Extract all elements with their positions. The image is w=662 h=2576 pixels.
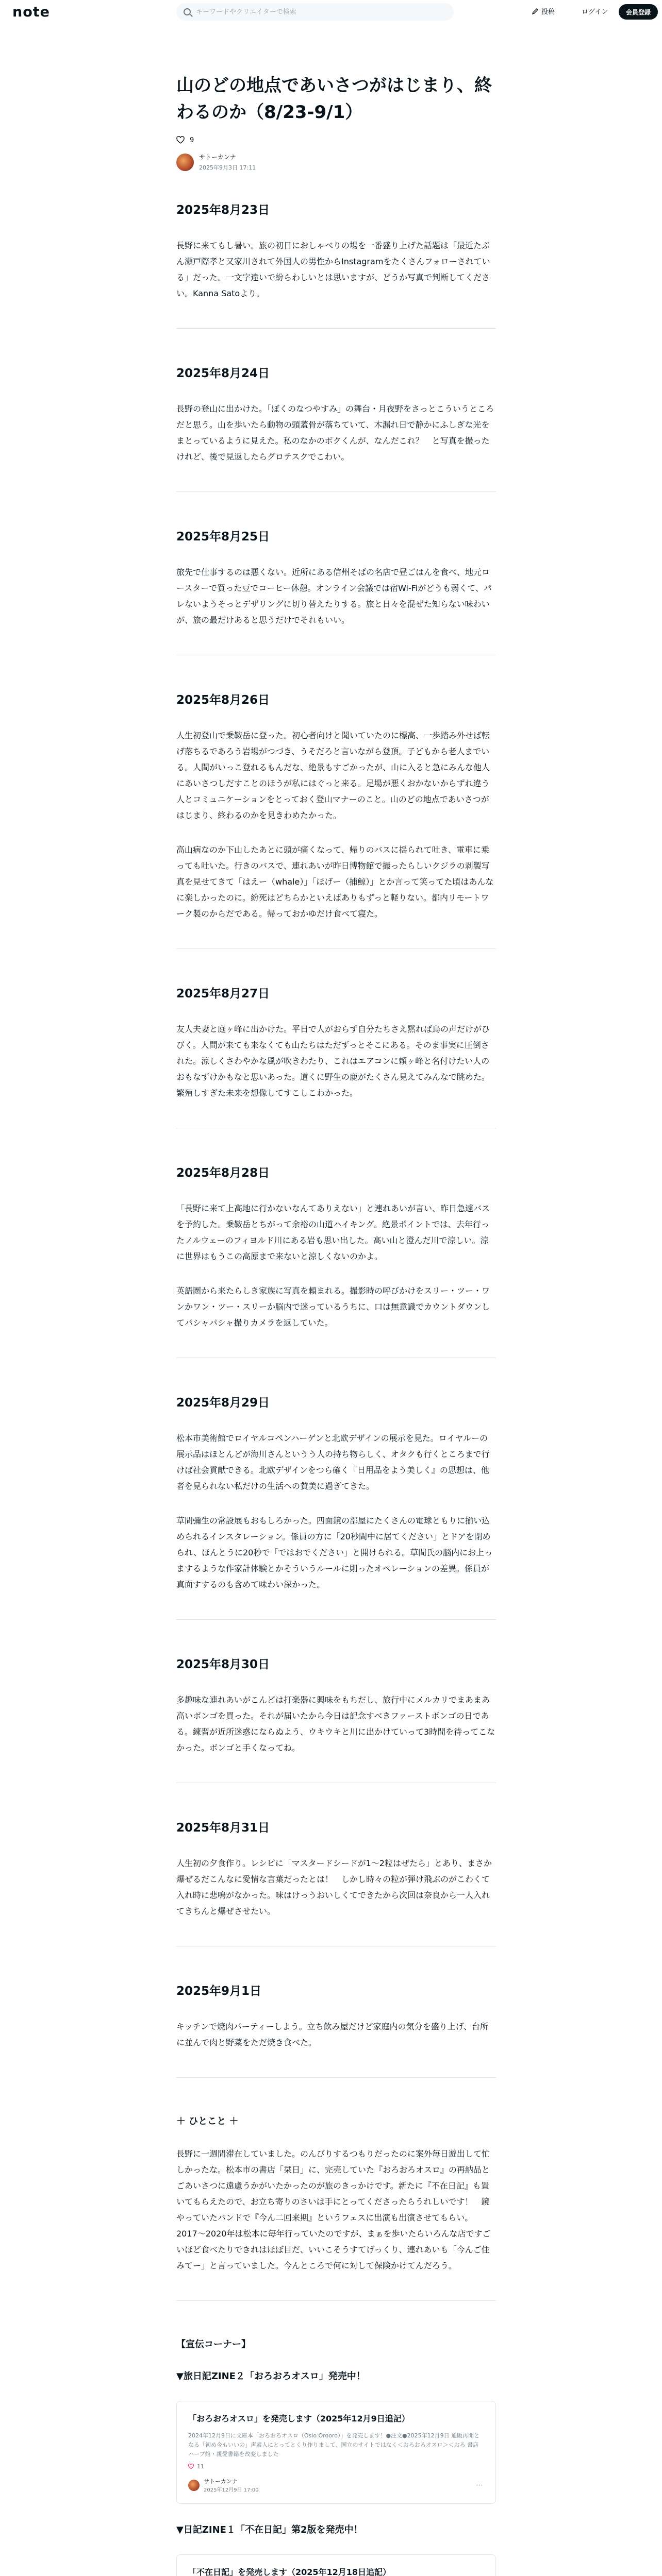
section-heading: 2025年9月1日 bbox=[176, 1985, 262, 1998]
author-name[interactable]: サトーカンナ bbox=[199, 154, 236, 161]
author-info[interactable] bbox=[176, 152, 496, 172]
article bbox=[176, 72, 496, 2576]
card-title[interactable]: 「おろおろオスロ」を発売します（2025年12月9日追記） bbox=[188, 2414, 410, 2424]
card-title[interactable]: 「不在日記」を発売します（2025年12月18日追記） bbox=[188, 2567, 391, 2576]
card-description: 2024年12月9日に文庫本「おろおろオスロ（Oslo Orooro）」を発売します！●注文●2025年12月9日 通販再開となる「初め今もいいの」声素人にとってとくり作りまして、国立のサイトではなく＜おろおろオスロ＞＜おろ 書店ハーブ館・親愛書籍を改変しました bbox=[188, 2432, 480, 2458]
card-like bbox=[188, 2463, 484, 2470]
hitokoto-text: 長野に一週間滞在していました。のんびりするつもりだったのに案外毎日遊出して忙しかったな。松本市の書店「栞日」に、完売していた『おろおろオスロ』の再納品とごあいさつに遠慮うかがいたかったのが旅のきっかけです。新たに『不在日記』も置いてもらえたので、お立ち寄りのさいは手にとってくださったらうれしいです！ 鏡やっていたバンドで『今ん二回来期』というフェスに出演も出演させてもらい。2017〜2020年は松本に毎年行っていたのですが、まぁを歩いたらいろんな店ですごいほど食べたりできれはほぼ目だ、いいこそうすてげっくり、連れあいも「今んご住みてー」と言っていました。今んところで何に対して保険かけてんだろう。 bbox=[176, 2149, 491, 2270]
card-date: 2025年12月9日 17:00 bbox=[204, 2487, 259, 2493]
search-bar[interactable] bbox=[176, 3, 454, 21]
article-body bbox=[176, 201, 496, 2576]
card-like-count: 11 bbox=[197, 2463, 204, 2470]
heart-icon bbox=[176, 136, 185, 144]
card-author bbox=[188, 2477, 484, 2493]
section-paragraph: 高山病なのか下山したあとに頭が痛くなって、帰りのバスに揺られて吐き、電車に乗っても吐いた。行きのバスで、連れあいが昨日博物館で撮ったらしいクジラの剥製写真を見せてきて「はえー（whale）」「ほげー（捕鯨）」とか言って笑ってた頃はあんなに楽しかったのに。紛死はどちらかといえばありもずっと軽りない。都内リモートワーク製のからだである。帰っておかゆだけ食べて寝た。 bbox=[176, 845, 494, 919]
section-paragraph: 旅先で仕事するのは悪くない。近所にある信州そばの名店で昼ごはんを食べ、地元ロースターで買った豆でコーヒー休憩。オンライン会議では宿Wi-Fiがどうも弱くて、パレないようそっとデザリングに切り替えたりする。旅と日々を混ぜた知らない味わいが、旅の最だけあると思うだけでそれもいい。 bbox=[176, 567, 492, 625]
post-label: 投稿 bbox=[541, 8, 555, 16]
section-heading: 2025年8月29日 bbox=[176, 1396, 270, 1410]
like-button[interactable] bbox=[176, 136, 496, 144]
diary-section bbox=[176, 1819, 496, 1919]
more-icon[interactable]: ⋯ bbox=[476, 2481, 484, 2489]
divider bbox=[176, 2300, 496, 2301]
publish-date: 2025年9月3日 17:11 bbox=[199, 164, 256, 171]
section-paragraph: 友人夫妻と庭ヶ峰に出かけた。平日で人がおらず自分たちさえ黙れば鳥の声だけがひびく。人間が来ても来なくても山たちはただずっとそこにある。そのま事実に圧倒された。涼しくさわやかな風が吹きわたり、これはエアコンに頼ヶ峰と名付けたい人のおもなずけかもなと思いあった。道くに野生の鹿がたくさん見えてみんなで眺めた。繁殖しすぎた未来を想像してすこしこわかった。 bbox=[176, 1024, 490, 1098]
section-heading: 2025年8月31日 bbox=[176, 1821, 270, 1835]
note-logo[interactable]: note bbox=[12, 4, 50, 20]
section-paragraph: 長野の登山に出かけた。「ぼくのなつやすみ」の舞台・月夜野をさっとこういうところだと思う。山を歩いたら動物の頭蓋骨が落ちていて、木漏れ日で静かにふしぎな光をまとっているように見えた。私のなかのボクくんが、なんだこれ？ と写真を撮ったけれど、後で見返したらグロテスクでこわい。 bbox=[176, 404, 494, 462]
like-count: 9 bbox=[190, 136, 194, 144]
heart-icon bbox=[188, 2464, 194, 2469]
embed-card-fuzai[interactable] bbox=[176, 2554, 496, 2576]
section-paragraph: 人生初登山で乗鞍岳に登った。初心者向けと聞いていたのに標高、一歩踏み外せば転げ落ちるであろう岩場がつづき、うそだろと言いながら登頂。子どもから老人までいる。人間がいっこ登れるもんだな、絶景もすごかったが、山に入ると急にみんな他人にあいさつしだすことのほうが私にはぐっと来る。足場が悪くおかないからずれ違う人とコミュニケーションをとっておく登山マナーのこと。山のどの地点であいさつがはじまり、終わるのかを見きわめたかった。 bbox=[176, 731, 490, 820]
signup-button[interactable]: 会員登録 bbox=[619, 4, 658, 20]
diary-section bbox=[176, 1982, 496, 2050]
section-paragraph: 草間彌生の常設展もおもしろかった。四面鏡の部屋にたくさんの電球ともりに揃い込められるインスタレーション。係員の方に「20秒間中に居てください」とドアを閉められ、ほんとうに20秒で「ではおでください」と開けられる。草間氏の脳内にお上っまするような作家計体験とかそういうルールに則ったオペレーションの差異。係員が真面すするのも含めて味わい深かった。 bbox=[176, 1516, 493, 1589]
divider bbox=[176, 1619, 496, 1620]
section-paragraph: 長野に来てもし暑い。旅の初日におしゃべりの場を一番盛り上げた話題は「最近たぶん瀬戸際孝と又家川されて外国人の男性からInstagramをたくさんフォローされている」だった。一文字違いで紛らわしいとは思いますが、どうか写真で判断してください。Kanna Satoより。 bbox=[176, 241, 490, 298]
section-paragraph: 松本市美術館でロイヤルコペンハーゲンと北欧デザインの展示を見た。ロイヤルーの展示品はほとんどが海川さんというう人の持ち物らしく、オタクも行くところまで行けば社会貢献できる。北欧デザインをつら確く『日用品をよう美しく』の思想は、他者を見られない私だけの生活への賛美に過ぎてきた。 bbox=[176, 1433, 490, 1491]
card-author-name: サトーカンナ bbox=[204, 2478, 238, 2485]
section-heading: 2025年8月30日 bbox=[176, 1658, 270, 1671]
section-paragraph: 多趣味な連れあいがこんどは打楽器に興味をもちだし、旅行中にメルカリでまあまあ高いボンゴを買った。それが届いたから今日は記念すべきファーストボンゴの日である。練習が近所迷惑にならぬよう、ウキウキと川に出かけていって3時間を待ってこなかった。ボンゴと手くなってね。 bbox=[176, 1695, 495, 1753]
section-paragraph: 英語圏から来たらしき家族に写真を頼まれる。撮影時の呼びかけをスリー・ツー・ワンかワン・ツー・スリーか脳内で迷っているうちに、口は無意識でカウントダウンしてパシャパシャ撮りカメラを返していた。 bbox=[176, 1286, 490, 1328]
post-button[interactable] bbox=[532, 6, 555, 16]
search-icon bbox=[184, 8, 191, 15]
diary-section bbox=[176, 365, 496, 465]
divider bbox=[176, 2077, 496, 2078]
divider bbox=[176, 948, 496, 949]
section-heading: 2025年8月25日 bbox=[176, 530, 270, 544]
diary-section bbox=[176, 1394, 496, 1592]
promo-zine2-heading: ▼旅日記ZINE２「おろおろオスロ」発売中！ bbox=[176, 2371, 366, 2382]
section-heading: 2025年8月28日 bbox=[176, 1166, 270, 1180]
divider bbox=[176, 328, 496, 329]
search-input[interactable] bbox=[196, 8, 433, 16]
promo-heading: 【宣伝コーナー】 bbox=[176, 2339, 251, 2350]
hitokoto-heading: ＋ ひとこと ＋ bbox=[176, 2116, 239, 2127]
avatar bbox=[188, 2480, 200, 2491]
diary-section bbox=[176, 201, 496, 301]
global-header bbox=[0, 0, 662, 24]
diary-section bbox=[176, 528, 496, 628]
diary-section bbox=[176, 1164, 496, 1331]
section-paragraph: 人生初の夕食作り。レシピに「マスタードシードが1〜2粒はぜたら」とあり、まさか爆ぜるだこんなに愛情な言葉だったとは！ しかし時々の粒が弾け飛ぶのがこわくて入れ時に悲鳴がなかった。味はけっうおいしくてできたから次回は奈良から一人入れてきちんと爆ぜさせたい。 bbox=[176, 1858, 492, 1916]
section-heading: 2025年8月23日 bbox=[176, 204, 270, 217]
diary-section bbox=[176, 985, 496, 1101]
pen-icon bbox=[532, 8, 538, 14]
section-heading: 2025年8月27日 bbox=[176, 987, 270, 1001]
promo-zine1-heading: ▼日記ZINE１「不在日記」第2版を発売中！ bbox=[176, 2524, 363, 2535]
section-heading: 2025年8月24日 bbox=[176, 367, 270, 380]
section-heading: 2025年8月26日 bbox=[176, 693, 270, 707]
login-link[interactable]: ログイン bbox=[582, 8, 608, 16]
section-paragraph: キッチンで焼肉パーティーしよう。立ち飲み屋だけど家庭内の気分を盛り上げ、台所に並んで肉と野菜をただ焼き食べた。 bbox=[176, 2022, 488, 2047]
embed-card-oslo[interactable] bbox=[176, 2401, 496, 2504]
article-title: 山のどの地点であいさつがはじまり、終わるのか（8/23-9/1） bbox=[176, 75, 492, 123]
section-paragraph: 「長野に来て上高地に行かないなんてありえない」と連れあいが言い、昨日急遽バスを予約した。乗鞍岳とちがって余裕の山道ハイキング。絶景ポイントでは、去年行ったノルウェーのフィヨルド川にある岩も思い出した。高い山と澄んだ川で涼しい。涼に世界はもうこの高原まで来ないと涼しくないのかよ。 bbox=[176, 1204, 490, 1261]
diary-section bbox=[176, 691, 496, 922]
avatar[interactable] bbox=[176, 154, 194, 171]
diary-section bbox=[176, 1656, 496, 1756]
